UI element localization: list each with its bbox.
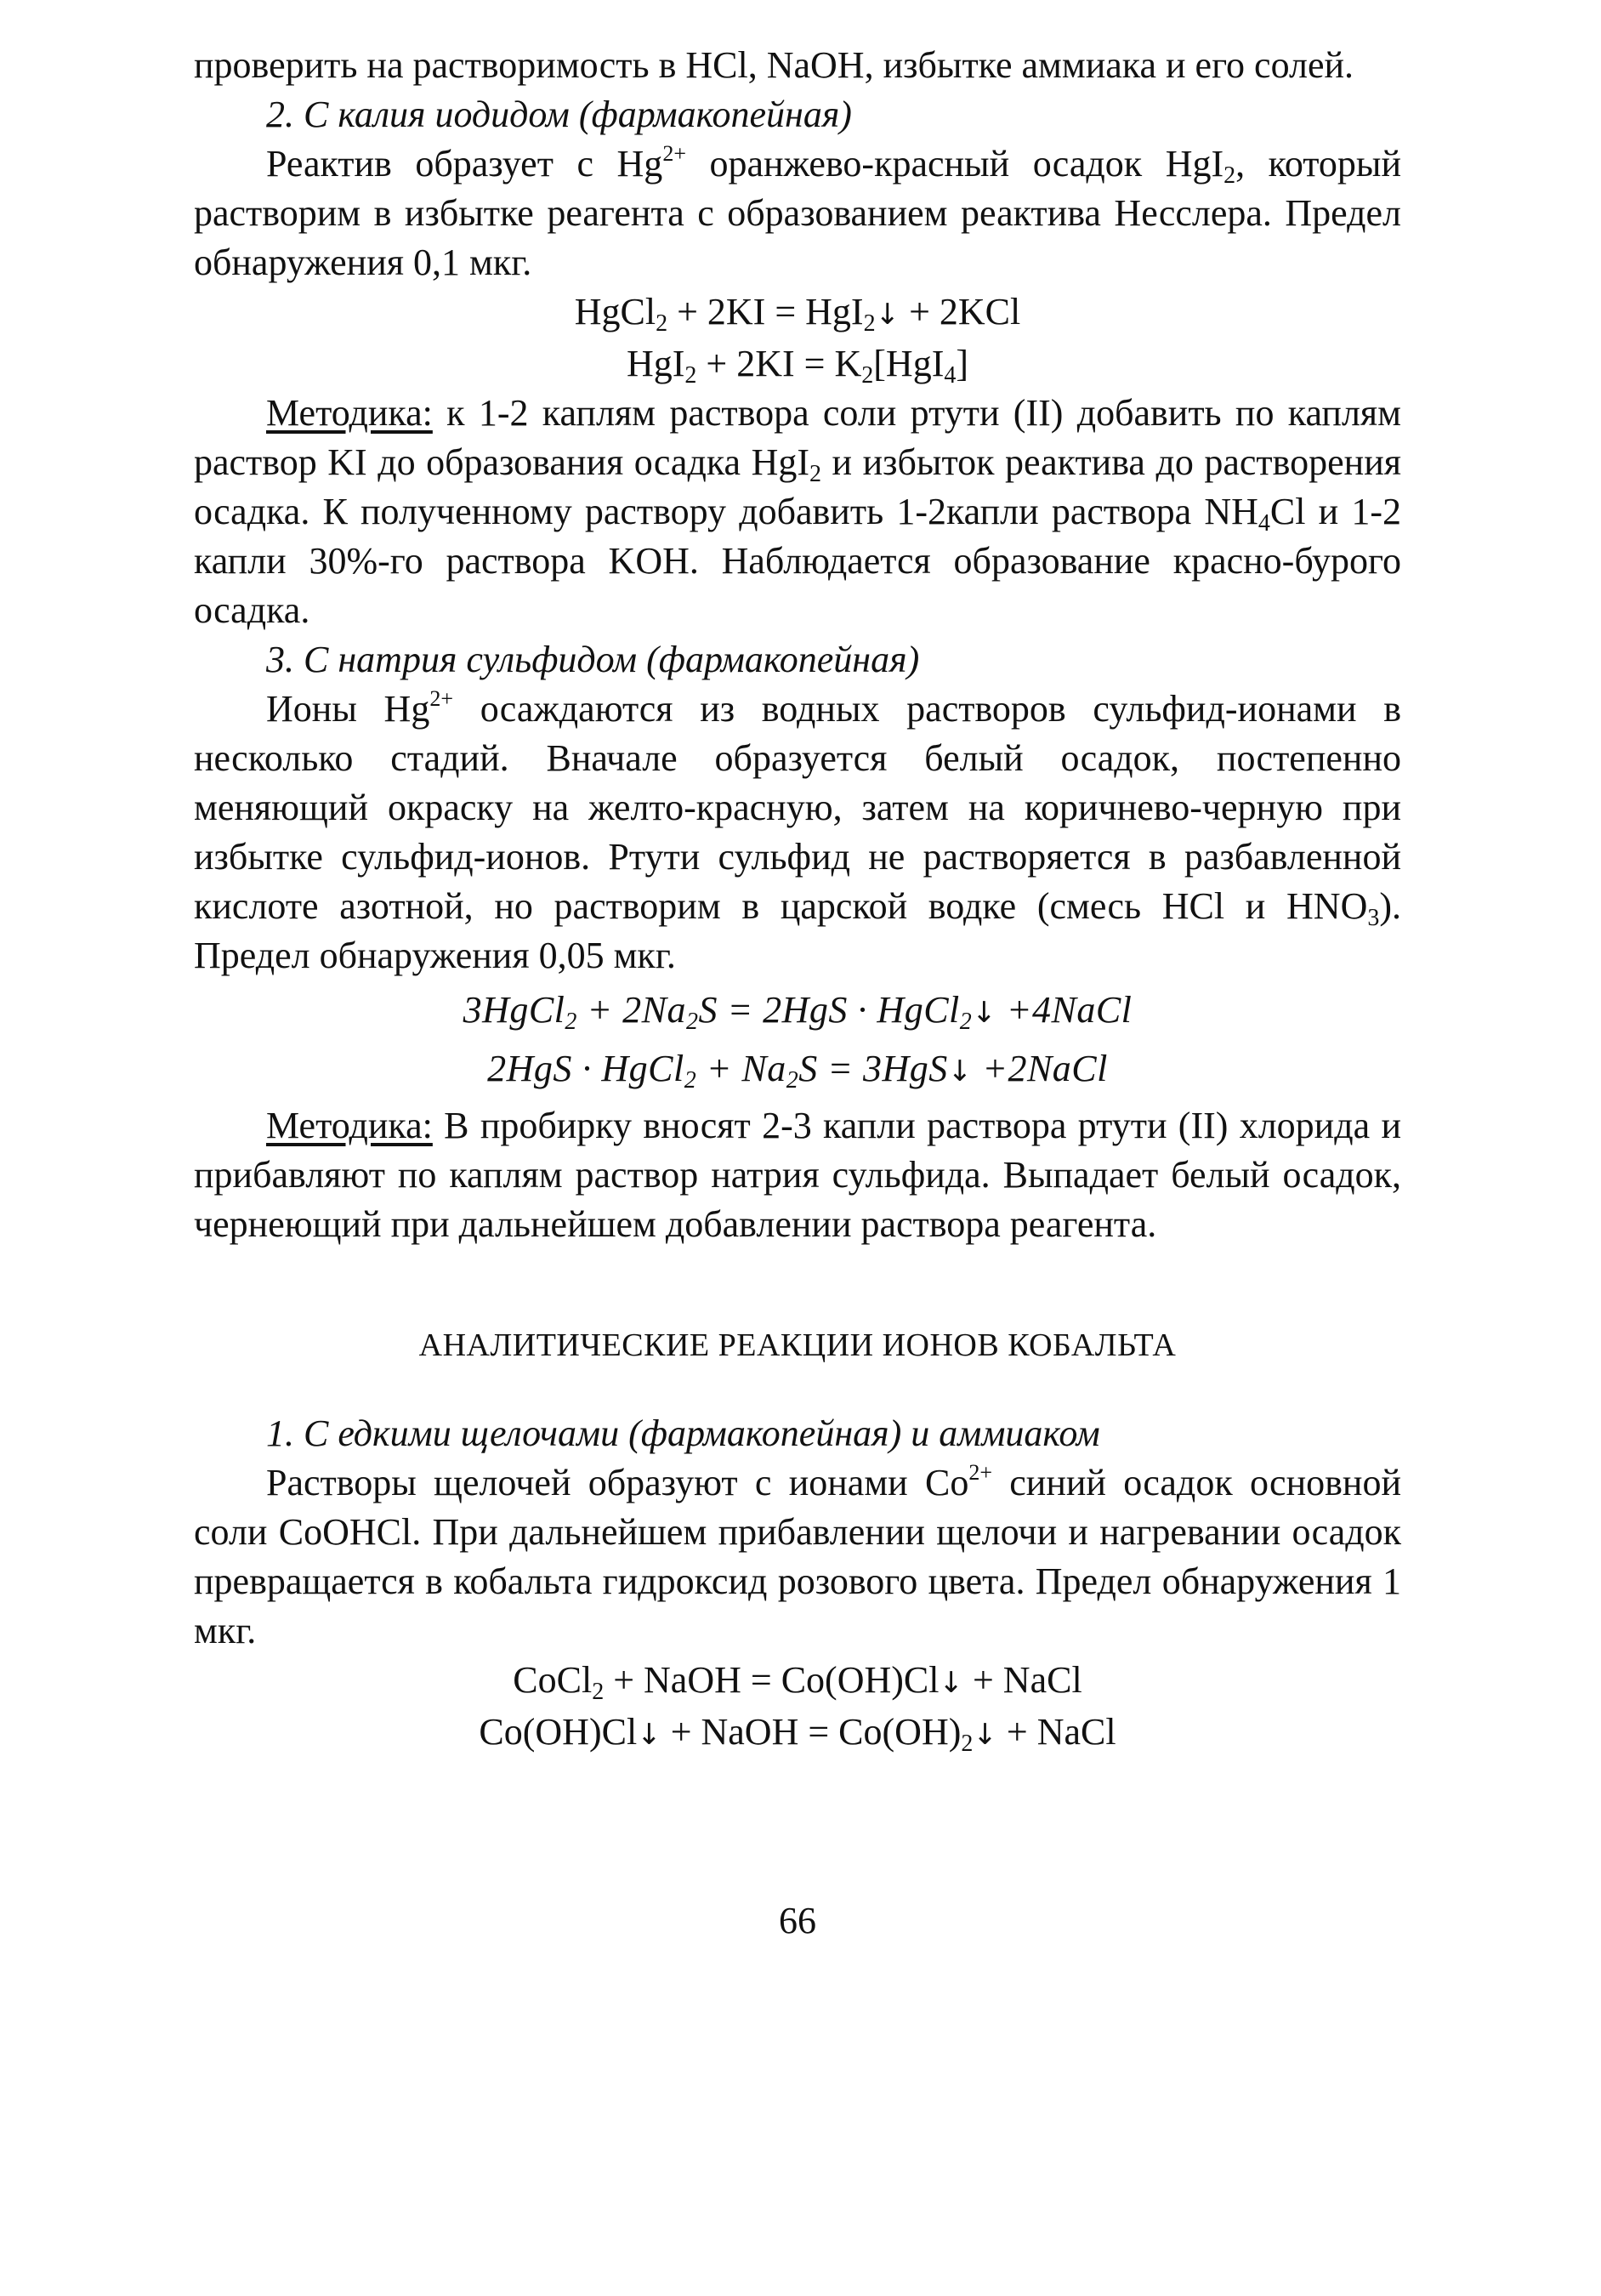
paragraph-intro (194, 41, 1401, 90)
text-line: проверить на растворимость в HCl, NaOH, избытке аммиака и его солей. (194, 44, 1354, 86)
method-paragraph-1 (194, 389, 1401, 635)
eq-run: + NaCl (996, 1711, 1116, 1753)
eq-run: HgCl (574, 291, 656, 332)
paragraph-potassium-iodide (194, 139, 1401, 287)
section-title-potassium-iodide (194, 90, 1401, 139)
eq-run: + 2Na (576, 989, 686, 1031)
text-run: , который растворим в избытке реагента с образованием реактива Несслера. Предел обнаружения 0,1 мкг. (194, 143, 1401, 283)
subscript: 2 (861, 362, 874, 389)
eq-run: + NaOH = Co(OH) (661, 1711, 962, 1753)
paragraph-sodium-sulfide (194, 685, 1401, 980)
text-run: синий осадок основной соли CoOHCl. При дальнейшем прибавлении щелочи и нагревании осадок превращается в кобальта гидроксид розового цвета. Предел обнаружения 1 мкг. (194, 1462, 1401, 1651)
section-title-caustic-alkalis (194, 1409, 1401, 1458)
eq-run: + 2KCl (900, 291, 1021, 332)
text-run: Ионы Hg (266, 688, 430, 730)
heading-text: АНАЛИТИЧЕСКИЕ РЕАКЦИИ ИОНОВ КОБАЛЬТА (418, 1327, 1177, 1363)
subscript: 2 (684, 1067, 697, 1094)
method-label: Методика: (266, 1105, 433, 1146)
eq-run: + 2KI = HgI (667, 291, 864, 332)
method-paragraph-2 (194, 1101, 1401, 1249)
text-run: к 1-2 каплям раствора соли ртути (II) добавить по каплям раствор KI до образования осадка HgI (194, 392, 1401, 483)
subscript: 2 (786, 1067, 799, 1094)
precipitate-arrow-icon: ↓ (947, 1054, 973, 1088)
equation-5 (194, 1656, 1401, 1708)
precipitate-arrow-icon: ↓ (637, 1718, 661, 1752)
subscript: 3 (1367, 905, 1380, 931)
eq-run: CoCl (513, 1659, 593, 1701)
superscript: 2+ (662, 141, 686, 166)
precipitate-arrow-icon: ↓ (939, 1666, 963, 1700)
subscript: 2 (959, 1009, 973, 1035)
eq-run: HgI (626, 343, 685, 384)
section-title-text: 3. С натрия сульфидом (фармакопейная) (266, 639, 920, 680)
section-title-text: 2. С калия иодидом (фармакопейная) (266, 94, 852, 135)
text-run: и избыток реактива до растворения осадка. К полученному раствору добавить 1-2капли раствора NH (194, 441, 1401, 532)
text-run: оранжево-красный осадок HgI (685, 143, 1224, 185)
subscript: 2 (961, 1731, 974, 1757)
chapter-heading (194, 1321, 1401, 1370)
text-run: Реактив образует с Hg (266, 143, 663, 185)
precipitate-arrow-icon: ↓ (972, 996, 997, 1030)
method-label: Методика: (266, 392, 433, 434)
text-run: Cl и 1-2 капли 30%-го раствора KOH. Наблюдается образование красно-бурого осадка. (194, 491, 1401, 631)
equation-1 (194, 287, 1401, 339)
subscript: 2 (684, 362, 697, 389)
precipitate-arrow-icon: ↓ (973, 1718, 997, 1752)
subscript: 4 (944, 362, 957, 389)
spacer (194, 1249, 1401, 1283)
equation-3 (194, 986, 1401, 1037)
equation-6 (194, 1708, 1401, 1759)
section-title-text: 1. С едкими щелочами (фармакопейная) и аммиаком (266, 1412, 1100, 1454)
page-number: 66 (779, 1900, 816, 1941)
text-run: осаждаются из водных растворов сульфид-ионами в несколько стадий. Вначале образуется белый осадок, постепенно меняющий окраску на желто-красную, затем на коричнево-черную при избытке сульфид-ионов. Ртути сульфид не растворяется в разбавленной кислоте азотной, но растворим в царской водке (смесь HCl и HNO (194, 688, 1401, 927)
eq-run: S = 3HgS (798, 1048, 948, 1089)
superscript: 2+ (968, 1460, 992, 1485)
eq-run: [HgI (873, 343, 945, 384)
precipitate-arrow-icon: ↓ (875, 298, 900, 332)
equation-2 (194, 339, 1401, 389)
subscript: 2 (565, 1009, 577, 1035)
subscript: 2 (656, 310, 668, 337)
equation-4 (194, 1044, 1401, 1096)
subscript: 4 (1258, 510, 1270, 537)
eq-run: +2NaCl (972, 1048, 1108, 1089)
eq-run: + 2KI = K (696, 343, 862, 384)
document-page (194, 41, 1401, 1941)
paragraph-cobalt (194, 1458, 1401, 1656)
eq-run: + Na (696, 1048, 786, 1089)
eq-run: 3HgCl (463, 989, 565, 1031)
eq-run: 2HgS · HgCl (487, 1048, 684, 1089)
subscript: 2 (1223, 162, 1236, 189)
superscript: 2+ (429, 686, 454, 711)
text-run: В пробирку вносят 2-3 капли раствора ртути (II) хлорида и прибавляют по каплям раствор натрия сульфида. Выпадает белый осадок, чернеющий при дальнейшем добавлении раствора реагента. (194, 1105, 1401, 1245)
subscript: 2 (863, 310, 876, 337)
eq-run: ] (956, 343, 969, 384)
section-title-sodium-sulfide (194, 635, 1401, 685)
eq-run: + NaCl (962, 1659, 1082, 1701)
subscript: 2 (685, 1009, 699, 1035)
eq-run: +4NaCl (996, 989, 1133, 1031)
eq-run: Co(OH)Cl (479, 1711, 638, 1753)
eq-run: + NaOH = Co(OH)Cl (604, 1659, 940, 1701)
text-run: Растворы щелочей образуют с ионами Co (266, 1462, 969, 1503)
subscript: 2 (809, 461, 822, 487)
text-run: ). Предел обнаружения 0,05 мкг. (194, 885, 1401, 976)
subscript: 2 (592, 1679, 605, 1705)
eq-run: S = 2HgS · HgCl (698, 989, 960, 1031)
